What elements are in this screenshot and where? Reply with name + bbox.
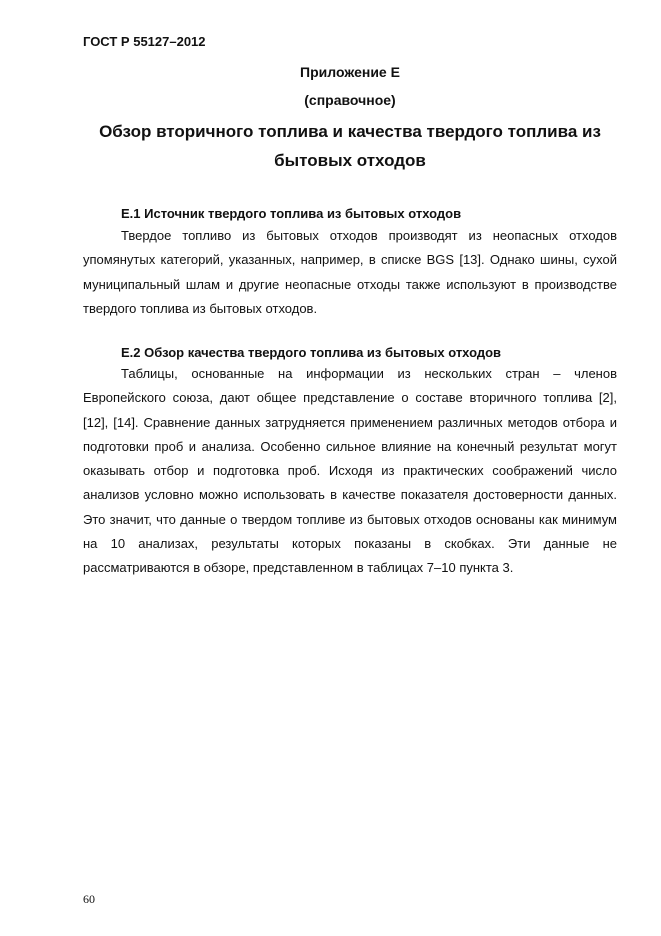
annex-heading: Обзор вторичного топлива и качества твердого топлива из бытовых отходов (99, 122, 601, 170)
page-number: 60 (83, 892, 95, 906)
section-heading-e2: Е.2 Обзор качества твердого топлива из бытовых отходов (121, 345, 502, 360)
section-text-e1: Твердое топливо из бытовых отходов производят из неопасных отходов упомянутых категорий, указанных, например, в списке BGS [13]. Однако шины, сухой муниципальный шлам и другие неопасные отходы также используют в производстве твердого топлива из бытовых отходов. (83, 228, 617, 316)
standard-number: ГОСТ Р 55127–2012 (83, 34, 206, 49)
annex-status: (справочное) (304, 92, 396, 108)
annex-title: Приложение Е (300, 64, 400, 80)
section-text-e2: Таблицы, основанные на информации из нескольких стран – членов Европейского союза, дают общее представление о составе вторичного топлива [2], [12], [14]. Сравнение данных затрудняется применением различных методов отбора и подготовки проб и анализа. Особенно сильное влияние на конечный результат могут оказывать отбор и подготовка проб. Исходя из практических соображений число анализов условно можно использовать в качестве показателя достоверности данных. Это значит, что данные о твердом топливе из бытовых отходов основаны как минимум на 10 анализах, результаты которых показаны в скобках. Эти данные не рассматриваются в обзоре, представленном в таблицах 7–10 пункта 3. (83, 366, 617, 576)
section-heading-e1: Е.1 Источник твердого топлива из бытовых отходов (121, 206, 462, 221)
